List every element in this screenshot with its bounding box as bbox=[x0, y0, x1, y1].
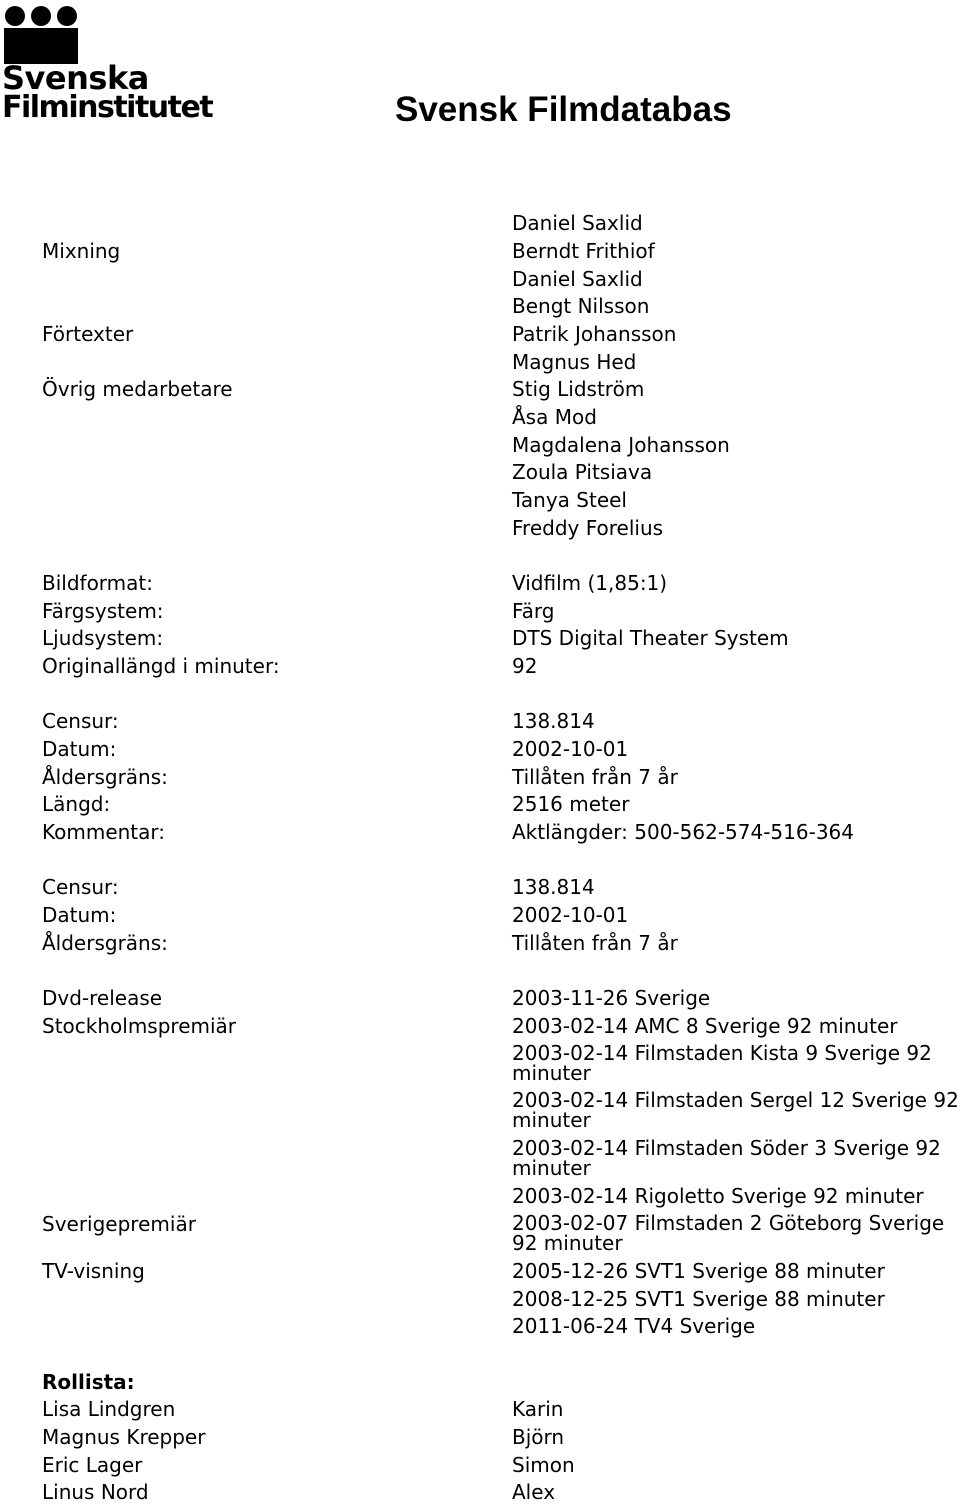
crew-name: Tanya Steel bbox=[512, 488, 627, 512]
censur-label: Censur: bbox=[42, 875, 119, 899]
crew-name: Freddy Forelius bbox=[512, 516, 664, 540]
premiar-entry: 2003-02-14 AMC 8 Sverige 92 minuter bbox=[512, 1014, 898, 1038]
censur-value: 138.814 bbox=[512, 875, 595, 899]
cast-role: Karin bbox=[512, 1397, 564, 1421]
datum-label: Datum: bbox=[42, 737, 117, 761]
crew-name: Bengt Nilsson bbox=[512, 294, 650, 318]
datum-label: Datum: bbox=[42, 903, 117, 927]
crew-name: Daniel Saxlid bbox=[512, 267, 643, 291]
datum-value: 2002-10-01 bbox=[512, 737, 629, 761]
cast-role: Simon bbox=[512, 1453, 575, 1477]
crew-label-mixning: Mixning bbox=[42, 239, 121, 263]
censur-label: Censur: bbox=[42, 709, 119, 733]
langd-value: 2516 meter bbox=[512, 792, 630, 816]
tv-visning-entry: 2011-06-24 TV4 Sverige bbox=[512, 1314, 756, 1338]
aldersgrans-label: Åldersgräns: bbox=[42, 931, 168, 955]
logo-text-line2: Filminstitutet bbox=[2, 90, 213, 125]
cast-actor: Lisa Lindgren bbox=[42, 1397, 176, 1421]
tv-visning-entry: 2008-12-25 SVT1 Sverige 88 minuter bbox=[512, 1287, 885, 1311]
tech-label-fargsystem: Färgsystem: bbox=[42, 599, 164, 623]
dvd-release-label: Dvd-release bbox=[42, 986, 163, 1010]
crew-name: Stig Lidström bbox=[512, 377, 645, 401]
tv-visning-entry: 2005-12-26 SVT1 Sverige 88 minuter bbox=[512, 1259, 885, 1283]
cast-actor: Linus Nord bbox=[42, 1480, 149, 1504]
cast-actor: Magnus Krepper bbox=[42, 1425, 206, 1449]
stockholmspremiar-label: Stockholmspremiär bbox=[42, 1014, 237, 1038]
cast-actor: Eric Lager bbox=[42, 1453, 143, 1477]
aldersgrans-value: Tillåten från 7 år bbox=[512, 931, 678, 955]
dvd-release-value: 2003-11-26 Sverige bbox=[512, 986, 711, 1010]
kommentar-label: Kommentar: bbox=[42, 820, 166, 844]
datum-value: 2002-10-01 bbox=[512, 903, 629, 927]
tv-visning-label: TV-visning bbox=[42, 1259, 145, 1283]
tech-label-originallangd: Originallängd i minuter: bbox=[42, 654, 280, 678]
logo-text-line1: Svenska bbox=[2, 59, 149, 97]
kommentar-value: Aktlängder: 500-562-574-516-364 bbox=[512, 820, 854, 844]
crew-label-fortexter: Förtexter bbox=[42, 322, 134, 346]
tech-label-ljudsystem: Ljudsystem: bbox=[42, 626, 164, 650]
tech-label-bildformat: Bildformat: bbox=[42, 571, 153, 595]
tech-value-bildformat: Vidfilm (1,85:1) bbox=[512, 571, 668, 595]
tech-value-ljudsystem: DTS Digital Theater System bbox=[512, 626, 789, 650]
logo-dot bbox=[57, 6, 77, 26]
premiar-entry: 2003-02-14 Filmstaden Söder 3 Sverige 92 minuter bbox=[512, 1136, 941, 1180]
aldersgrans-value: Tillåten från 7 år bbox=[512, 765, 678, 789]
crew-label-ovrig: Övrig medarbetare bbox=[42, 377, 233, 401]
langd-label: Längd: bbox=[42, 792, 111, 816]
crew-name: Magnus Hed bbox=[512, 350, 637, 374]
crew-name: Zoula Pitsiava bbox=[512, 460, 653, 484]
censur-value: 138.814 bbox=[512, 709, 595, 733]
crew-name: Magdalena Johansson bbox=[512, 433, 730, 457]
crew-name: Berndt Frithiof bbox=[512, 239, 655, 263]
crew-name: Åsa Mod bbox=[512, 405, 597, 429]
premiar-entry: 2003-02-14 Rigoletto Sverige 92 minuter bbox=[512, 1184, 924, 1208]
sverigepremiar-label: Sverigepremiär bbox=[42, 1212, 196, 1236]
crew-name: Daniel Saxlid bbox=[512, 211, 643, 235]
page-title: Svensk Filmdatabas bbox=[395, 90, 732, 129]
crew-name: Patrik Johansson bbox=[512, 322, 677, 346]
tech-value-originallangd: 92 bbox=[512, 654, 538, 678]
premiar-entry: 2003-02-14 Filmstaden Kista 9 Sverige 92 minuter bbox=[512, 1041, 932, 1085]
rollista-heading: Rollista: bbox=[42, 1370, 135, 1394]
svenska-filminstitutet-logo bbox=[2, 2, 213, 126]
logo-dot bbox=[5, 6, 25, 26]
cast-role: Björn bbox=[512, 1425, 565, 1449]
sverigepremiar-value: 2003-02-07 Filmstaden 2 Göteborg Sverige 92 minuter bbox=[512, 1211, 945, 1255]
premiar-entry: 2003-02-14 Filmstaden Sergel 12 Sverige 92 minuter bbox=[512, 1088, 959, 1132]
cast-role: Alex bbox=[512, 1480, 556, 1504]
tech-value-fargsystem: Färg bbox=[512, 599, 555, 623]
logo-dot bbox=[31, 6, 51, 26]
aldersgrans-label: Åldersgräns: bbox=[42, 765, 168, 789]
